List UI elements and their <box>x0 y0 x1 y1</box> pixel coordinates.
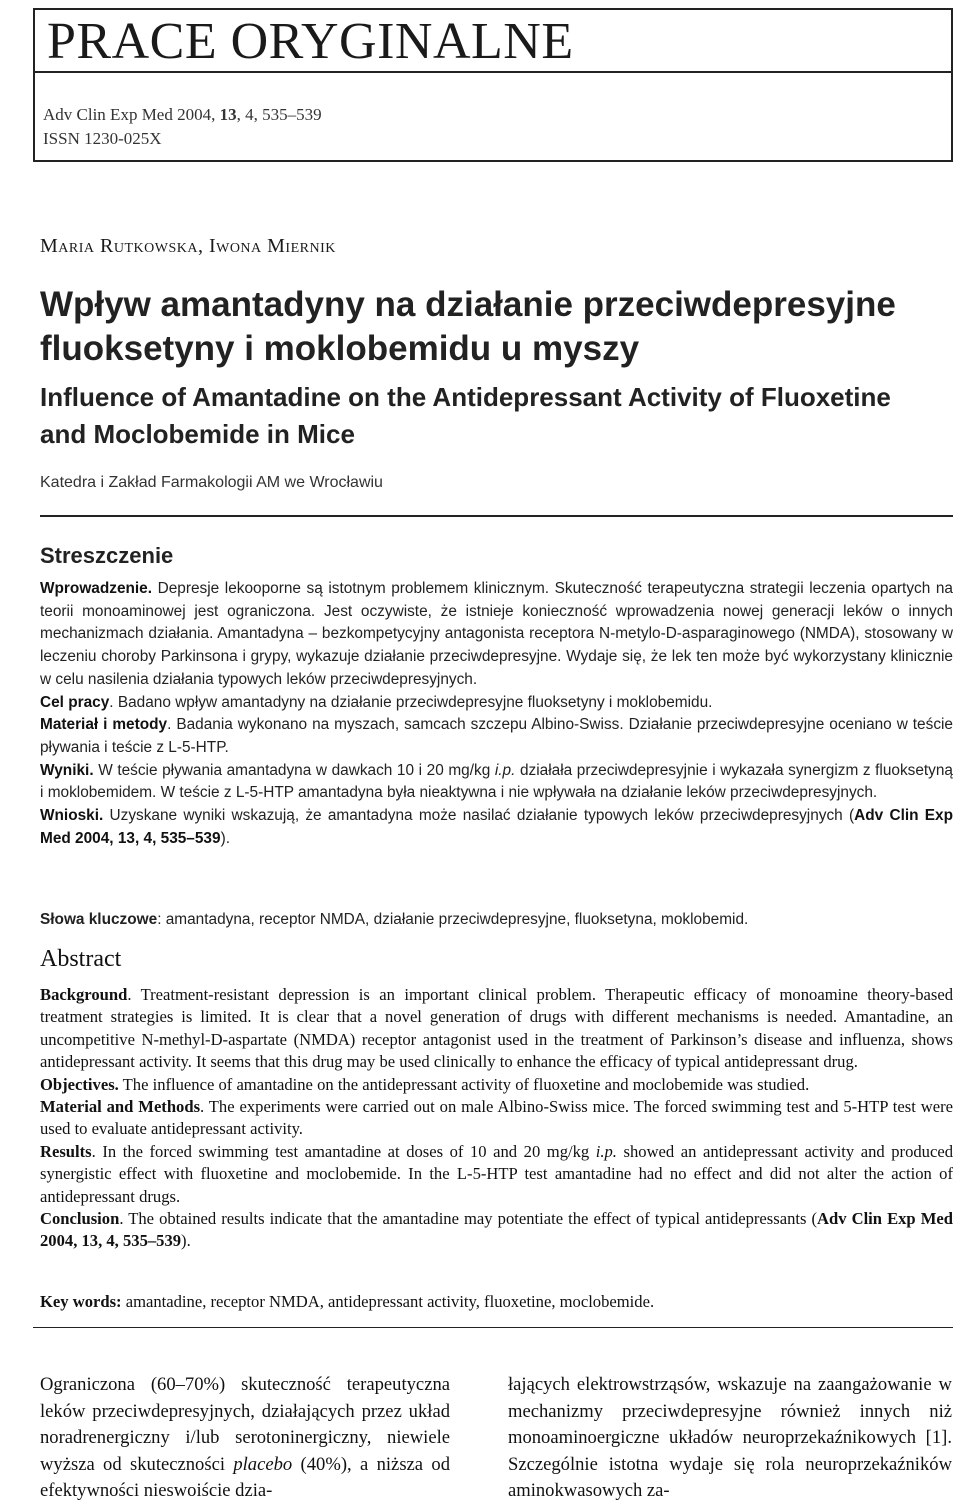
results-label: Results <box>40 1141 92 1161</box>
material-label: Materiał i metody <box>40 716 168 734</box>
wprowadzenie-paragraph <box>40 578 953 692</box>
body-left-paragraph <box>40 1372 450 1505</box>
objectives-paragraph <box>40 1074 953 1096</box>
cel-text: . Badano wpływ amantadyny na działanie przeciwdepresyjne fluoksetyny i moklobemidu. <box>109 693 713 711</box>
abstract-heading: Abstract <box>40 946 122 972</box>
background-paragraph <box>40 984 953 1074</box>
background-label: Background <box>40 985 128 1004</box>
conclusion-end: ). <box>181 1231 191 1251</box>
body-column-right <box>508 1372 952 1505</box>
citation-line <box>43 103 322 127</box>
wnioski-end: ). <box>220 829 230 847</box>
results-text: . In the forced swimming test amantadine at doses of 10 and 20 mg/kg <box>91 1141 596 1161</box>
body-left-text: Ograniczona (60–70%) skuteczność terapeutyczna leków przeciwdepresyjnych, działających przez układ noradrenergiczny i/lub serotoninergiczny, niewiele wyższa od skuteczności <box>40 1374 450 1475</box>
objectives-text: The influence of amantadine on the antidepressant activity of fluoxetine and moclobemide was studied. <box>118 1074 810 1094</box>
wyniki-paragraph <box>40 760 953 805</box>
wnioski-text: Uzyskane wyniki wskazują, że amantadyna może nasilać działanie typowych leków przeciwdepresyjnych ( <box>103 807 855 825</box>
title-english: Influence of Amantadine on the Antidepressant Activity of Fluoxetine and Moclobemide in Mice <box>40 382 891 449</box>
objectives-label: Objectives. <box>40 1074 119 1094</box>
material-paragraph <box>40 714 953 759</box>
citation-suffix: , 4, 535–539 <box>236 105 322 124</box>
material-text: . Badania wykonano na myszach, samcach szczepu Albino-Swiss. Działanie przeciwdepresyjne oceniano w teście pływania i teście z L-5-HTP. <box>40 716 953 756</box>
cel-label: Cel pracy <box>40 693 110 711</box>
divider-bottom <box>33 1327 953 1328</box>
citation-volume: 13 <box>219 105 237 124</box>
body-right-paragraph: łających elektrowstrząsów, wskazuje na zaangażowanie w mechanizmy przeciwdepresyjne również innych niż monoaminoergiczne układów neuroprzekaźnikowych [1]. Szczególnie istotna wydaje się rola neuroprzekaźników aminokwasowych za- <box>508 1374 952 1502</box>
keywords-english-text: amantadine, receptor NMDA, antidepressant activity, fluoxetine, moclobemide. <box>121 1292 655 1311</box>
wnioski-paragraph <box>40 805 953 850</box>
citation-block <box>43 103 322 151</box>
results-ip: i.p. <box>595 1141 617 1161</box>
citation-box <box>33 72 953 162</box>
body-left-text-cont: (40%), a niższa od efektywności nieswoiście dzia- <box>40 1453 450 1502</box>
results-paragraph <box>40 1141 953 1208</box>
authors: Maria Rutkowska, Iwona Miernik <box>40 235 336 257</box>
citation-prefix: Adv Clin Exp Med 2004, <box>43 105 220 124</box>
background-text: . Treatment-resistant depression is an important clinical problem. Therapeutic efficacy of monoamine theory-based treatment strategies is limited. It is clear that a novel generation of drugs with different mechanisms is needed. Amantadine, an uncompetitive N-methyl-D-aspartate (NMDA) receptor antagonist used in the treatment of Parkinson’s disease and influenza, shows antidepressant activity. It seems that this drug may be used clinically to enhance the efficacy of typical antidepressant drug. <box>40 985 953 1072</box>
wyniki-text: W teście pływania amantadyna w dawkach 10 i 20 mg/kg <box>93 761 495 779</box>
divider-top <box>40 515 953 517</box>
streszczenie-heading: Streszczenie <box>40 543 174 568</box>
cel-paragraph <box>40 692 953 715</box>
conclusion-label: Conclusion <box>40 1209 120 1229</box>
body-column-left <box>40 1372 450 1505</box>
results-text-cont: showed an antidepressant activity and produced synergistic effect with fluoxetine and moclobemide. In the L-5-HTP test amantadine had no effect and did not alter the action of antidepressant drugs. <box>40 1141 953 1206</box>
conclusion-paragraph <box>40 1208 953 1253</box>
abstract-body <box>40 984 953 1253</box>
conclusion-ref: Adv Clin Exp Med 2004, 13, 4, 535–539 <box>40 1209 953 1251</box>
body-left-placebo: placebo <box>233 1453 293 1475</box>
methods-text: . The experiments were carried out on male Albino-Swiss mice. The forced swimming test and 5-HTP test were used to evaluate antidepressant activity. <box>40 1097 953 1139</box>
keywords-polish <box>40 909 953 931</box>
methods-paragraph <box>40 1096 953 1141</box>
wprowadzenie-label: Wprowadzenie. <box>40 580 153 597</box>
journal-section-title: PRACE ORYGINALNE <box>47 13 574 70</box>
journal-header-box <box>33 8 953 73</box>
wprowadzenie-text: Depresje lekooporne są istotnym problemem klinicznym. Skuteczność terapeutyczna strategii leczenia opartych na teorii monoaminowej jest ograniczona. Jest oczywiste, że istnieje konieczność wprowadzenia nowej generacji leków o innych mechanizmach działania. Amantadyna – bezkompetycyjny antagonista receptora N-metylo-D-asparaginowego (NMDA), stosowany w leczeniu choroby Parkinsona i grypy, wykazuje działanie przeciwdepresyjne. Wydaje się, że lek ten może być wykorzystany klinicznie w celu nasilenia działania typowych leków przeciwdepresyjnych. <box>40 580 953 688</box>
keywords-polish-text: : amantadyna, receptor NMDA, działanie przeciwdepresyjne, fluoksetyna, moklobemid. <box>157 911 749 928</box>
conclusion-text: . The obtained results indicate that the amantadine may potentiate the effect of typical antidepressants ( <box>119 1209 818 1229</box>
wyniki-label: Wyniki. <box>40 761 94 779</box>
keywords-english-label: Key words: <box>40 1292 122 1311</box>
keywords-polish-label: Słowa kluczowe <box>40 911 158 928</box>
streszczenie-body <box>40 578 953 850</box>
wyniki-ip: i.p. <box>494 761 516 779</box>
affiliation: Katedra i Zakład Farmakologii AM we Wrocławiu <box>40 474 383 491</box>
methods-label: Material and Methods <box>40 1097 201 1117</box>
wyniki-text-cont: działała przeciwdepresyjnie i wykazała synergizm z fluoksetyną i moklobemidem. W teście z L-5-HTP amantadyna była nieaktywna i nie wpływała na działanie leków przeciwdepresyjnych. <box>40 761 953 802</box>
issn: ISSN 1230-025X <box>43 129 162 148</box>
keywords-english <box>40 1291 953 1313</box>
title-polish: Wpływ amantadyny na działanie przeciwdepresyjne fluoksetyny i moklobemidu u myszy <box>40 285 896 368</box>
wnioski-label: Wnioski. <box>40 807 104 825</box>
wnioski-ref: Adv Clin Exp Med 2004, 13, 4, 535–539 <box>40 807 954 847</box>
